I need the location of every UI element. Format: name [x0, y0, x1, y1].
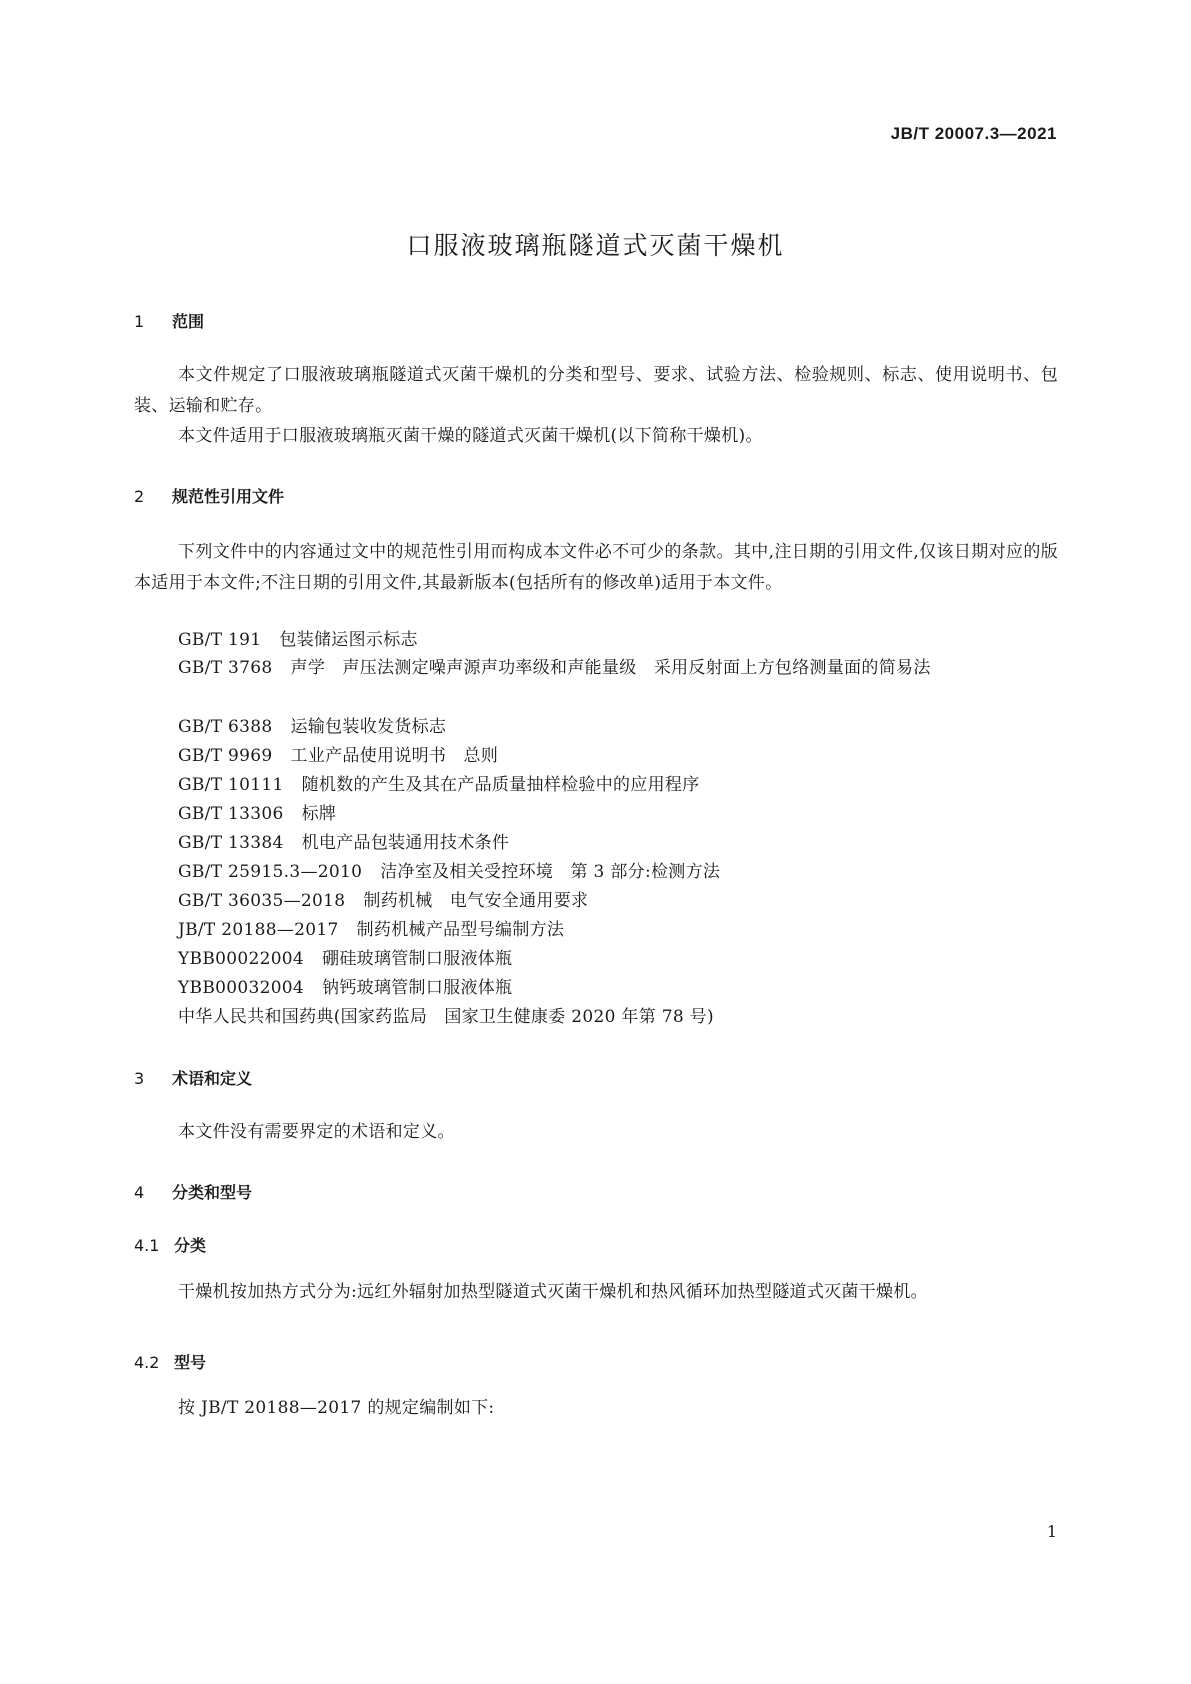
section-1-paragraph-1: 本文件规定了口服液玻璃瓶隧道式灭菌干燥机的分类和型号、要求、试验方法、检验规则、标志、使用说明书、包装、运输和贮存。: [134, 365, 1058, 416]
section-number: 4: [134, 1183, 145, 1202]
reference-item: [178, 973, 512, 1004]
reference-code: GB/T 3768: [178, 658, 273, 678]
section-4-1-paragraph-1: 干燥机按加热方式分为:远红外辐射加热型隧道式灭菌干燥机和热风循环加热型隧道式灭菌干燥机。: [178, 1282, 928, 1302]
section-number: 2: [134, 487, 145, 506]
section-3-heading: [134, 1066, 252, 1089]
reference-title: 洁净室及相关受控环境 第 3 部分:检测方法: [380, 862, 721, 882]
section-number: 4.2: [134, 1353, 160, 1372]
section-title: 术语和定义: [172, 1069, 253, 1088]
reference-code: GB/T 13384: [178, 833, 284, 853]
page-number: 1: [1046, 1522, 1057, 1541]
section-title: 分类: [174, 1236, 207, 1255]
reference-title: 制药机械 电气安全通用要求: [363, 891, 589, 911]
reference-title: 机电产品包装通用技术条件: [301, 833, 510, 853]
reference-item: [178, 741, 498, 772]
reference-item: [178, 915, 564, 946]
section-4-1-heading: [134, 1233, 206, 1256]
reference-item: [178, 770, 700, 801]
reference-item: [178, 712, 446, 743]
reference-item: [178, 625, 418, 656]
reference-code: GB/T 10111: [178, 775, 284, 795]
reference-title: (国家药监局 国家卫生健康委 2020 年第 78 号): [333, 1007, 714, 1027]
section-3-paragraph-1: 本文件没有需要界定的术语和定义。: [178, 1122, 455, 1142]
reference-title: 声学 声压法测定噪声源声功率级和声能量级 采用反射面上方包络测量面的简易法: [290, 658, 931, 678]
reference-code: GB/T 36035—2018: [178, 891, 346, 911]
reference-title: 工业产品使用说明书 总则: [290, 746, 499, 766]
reference-code: JB/T 20188—2017: [178, 920, 339, 940]
reference-title: 运输包装收发货标志: [290, 717, 447, 737]
reference-code: GB/T 13306: [178, 804, 284, 824]
section-2-heading: [134, 484, 284, 507]
section-4-2-heading: [134, 1350, 206, 1373]
section-number: 1: [134, 312, 145, 331]
reference-code: GB/T 191: [178, 630, 262, 650]
section-2-paragraph-1: 下列文件中的内容通过文中的规范性引用而构成本文件必不可少的条款。其中,注日期的引用文件,仅该日期对应的版本适用于本文件;不注日期的引用文件,其最新版本(包括所有的修改单)适用于本文件。: [134, 542, 1058, 593]
section-title: 分类和型号: [172, 1183, 253, 1202]
section-4-heading: [134, 1180, 252, 1203]
reference-title: 包装储运图示标志: [279, 630, 418, 650]
document-title: 口服液玻璃瓶隧道式灭菌干燥机: [406, 231, 785, 260]
section-1-heading: [134, 309, 204, 332]
section-title: 规范性引用文件: [172, 487, 285, 506]
reference-item: [178, 857, 720, 888]
document-code: JB/T 20007.3—2021: [890, 124, 1057, 143]
reference-item: [178, 799, 336, 830]
reference-title: 硼硅玻璃管制口服液体瓶: [322, 949, 513, 969]
reference-title: 制药机械产品型号编制方法: [356, 920, 565, 940]
section-number: 4.1: [134, 1236, 160, 1255]
reference-code: GB/T 9969: [178, 746, 273, 766]
reference-item: [178, 828, 509, 859]
reference-item: [178, 886, 588, 917]
section-1-paragraph-2: 本文件适用于口服液玻璃瓶灭菌干燥的隧道式灭菌干燥机(以下简称干燥机)。: [178, 426, 763, 446]
section-4-2-paragraph-1: 按 JB/T 20188—2017 的规定编制如下:: [178, 1398, 495, 1418]
reference-title: 钠钙玻璃管制口服液体瓶: [322, 978, 513, 998]
reference-item: [134, 653, 1058, 684]
section-number: 3: [134, 1069, 145, 1088]
reference-code: YBB00022004: [178, 949, 305, 969]
reference-code: 中华人民共和国药典: [178, 1007, 334, 1027]
section-title: 型号: [174, 1353, 207, 1372]
reference-item: [178, 1002, 714, 1033]
reference-item: [178, 944, 512, 975]
reference-title: 标牌: [301, 804, 337, 824]
reference-code: GB/T 25915.3—2010: [178, 862, 363, 882]
reference-title: 随机数的产生及其在产品质量抽样检验中的应用程序: [301, 775, 700, 795]
section-title: 范围: [172, 312, 205, 331]
reference-code: YBB00032004: [178, 978, 305, 998]
reference-code: GB/T 6388: [178, 717, 273, 737]
